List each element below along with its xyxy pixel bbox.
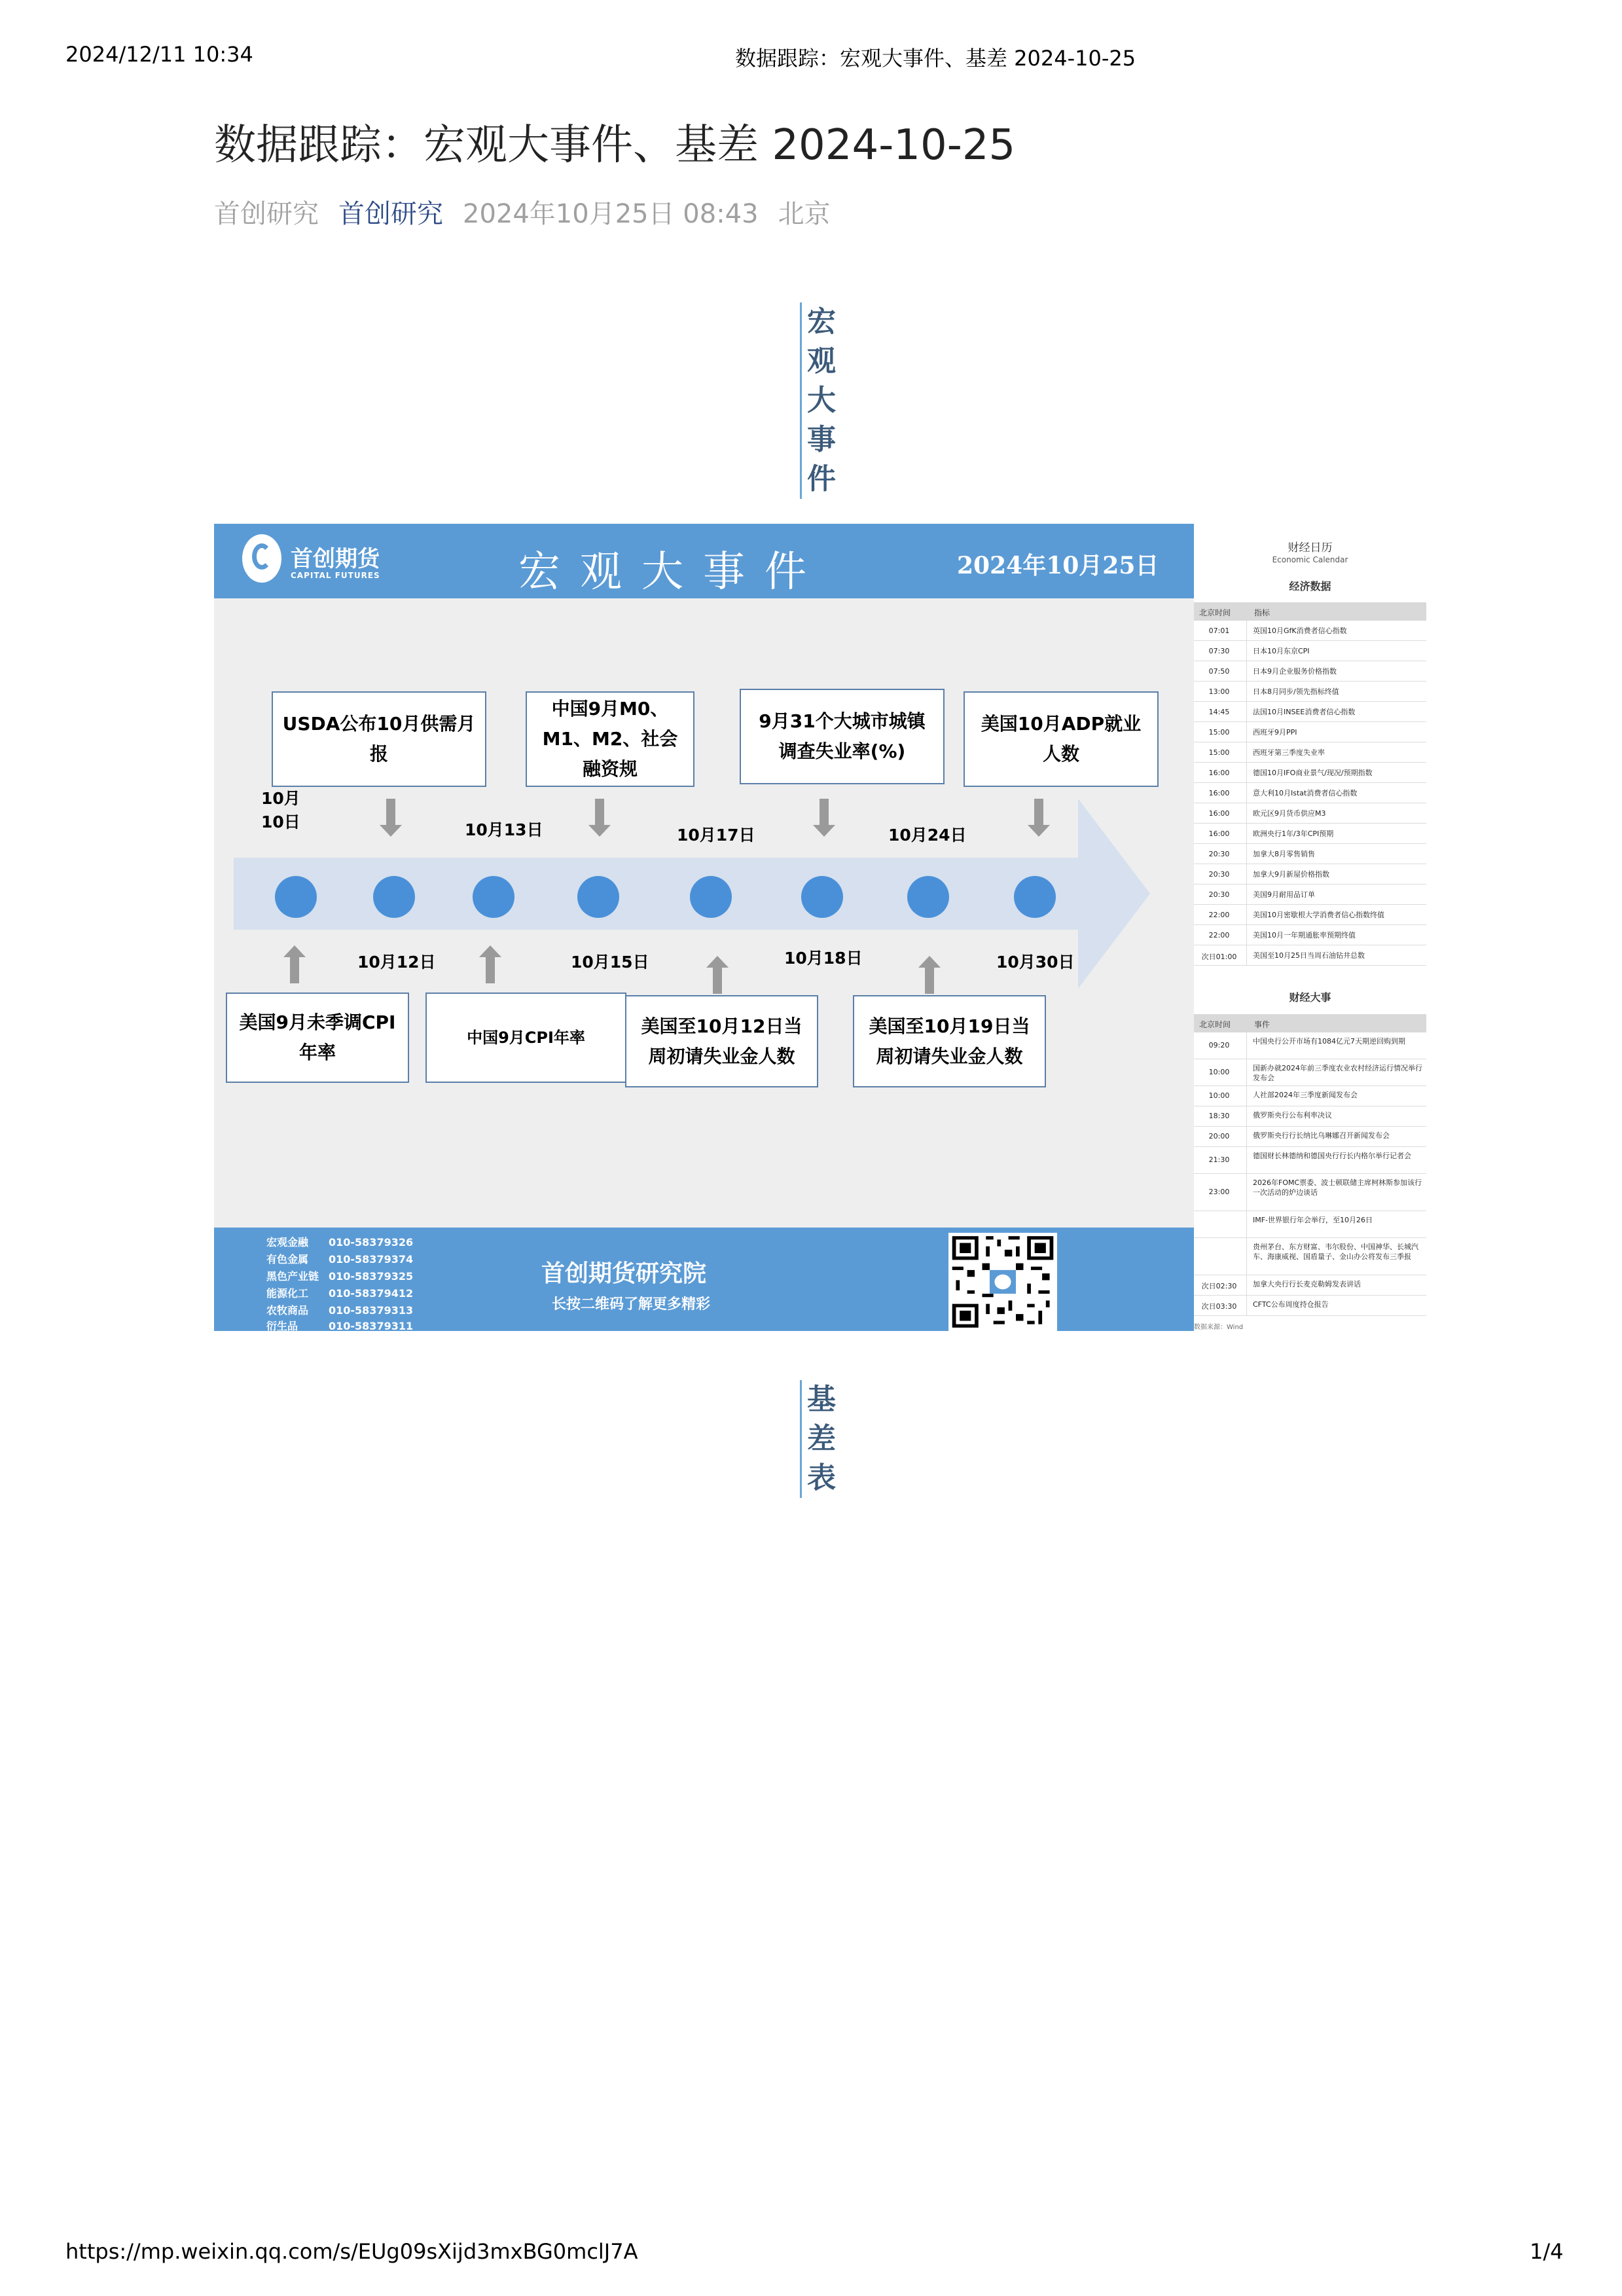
calendar-data-row [1194,661,1426,682]
contact-phone: 010-58379311 [329,1320,414,1331]
row-event: CFTC公布周度持仓报告 [1253,1300,1329,1309]
event-box-us-cpi [226,993,409,1083]
row-time: 16:00 [1208,809,1230,818]
row-indicator: 加拿大9月新屋价格指数 [1253,870,1329,879]
contact-label: 有色金属 [266,1253,309,1266]
row-indicator: 日本9月企业服务价格指数 [1253,667,1337,676]
up-arrow-icon [925,968,934,994]
row-time: 07:50 [1208,667,1230,676]
calendar-data-row [1194,864,1426,884]
calendar-data-row [1194,905,1426,925]
row-indicator: 英国10月GfK消费者信心指数 [1253,627,1347,635]
col-header-time: 北京时间 [1199,1020,1231,1029]
contact-line [266,1234,413,1249]
row-time: 20:30 [1208,850,1230,858]
account-name[interactable]: 首创研究 [214,199,319,229]
row-time: 16:00 [1208,789,1230,797]
timeline-date: 10月30日 [996,953,1075,972]
section-head-macro [800,302,841,499]
row-indicator: 法国10月INSEE消费者信心指数 [1253,708,1356,716]
institute-name: 首创期货研究院 [541,1260,707,1287]
event-label: 中国9月CPI年率 [467,1029,585,1047]
event-label: 9月31个大城市城镇调查失业率(%) [759,710,926,762]
qr-code-icon[interactable] [948,1233,1057,1331]
event-label: 美国至10月19日当周初请失业金人数 [869,1015,1030,1067]
row-event: 俄罗斯央行行长纳比乌琳娜召开新闻发布会 [1253,1131,1390,1140]
publish-location: 北京 [778,199,831,229]
banner-title: 宏观大事件 [518,548,826,596]
timeline-date: 10月17日 [677,826,755,845]
row-event: 德国财长林德纳和德国央行行长内格尔举行记者会 [1253,1152,1411,1160]
contact-label: 能源化工 [266,1287,309,1300]
contact-label: 衍生品 [266,1320,298,1331]
row-time: 07:01 [1208,627,1230,635]
event-box-adp [964,691,1159,787]
timeline-dot [690,876,732,918]
calendar-data-row [1194,641,1426,661]
row-event: 中国央行公开市场有1084亿元7天期逆回购到期 [1253,1037,1405,1046]
col-header-time: 北京时间 [1199,608,1231,617]
print-page-number: 1/4 [1530,2239,1564,2264]
timeline-dot [577,876,619,918]
calendar-event-row [1194,1032,1426,1059]
contact-label: 宏观金融 [266,1236,309,1248]
calendar-data-row [1194,884,1426,905]
row-time: 23:00 [1208,1188,1230,1196]
calendar-section-data: 经济数据 [1289,580,1331,592]
row-time: 次日03:30 [1201,1302,1237,1311]
event-box-unemployment [740,689,945,784]
calendar-event-row [1194,1106,1426,1127]
down-arrow-icon [386,799,395,825]
event-label: 美国至10月12日当周初请失业金人数 [641,1015,802,1067]
row-event: 贵州茅台、东方财富、韦尔股份、中国神华、长城汽车、海康威视、国盾量子、金山办公将发布三季报 [1253,1243,1418,1261]
timeline-dot [907,876,949,918]
row-event: 国新办就2024年前三季度农业农村经济运行情况举行发布会 [1253,1064,1422,1082]
row-time: 10:00 [1208,1068,1230,1076]
contact-line [266,1302,413,1317]
event-label: 美国10月ADP就业人数 [981,713,1142,765]
row-time: 15:00 [1208,748,1230,757]
calendar-event-row [1194,1296,1426,1316]
section-char: 表 [807,1461,836,1495]
finance-calendar [1194,524,1426,1331]
qr-slogan: 长按二维码了解更多精彩 [552,1296,711,1313]
banner-date: 2024年10月25日 [957,552,1159,579]
timeline-dot [373,876,415,918]
down-arrow-icon [595,799,604,825]
calendar-data-row [1194,702,1426,722]
section-char: 观 [807,344,836,378]
author-link[interactable]: 首创研究 [338,199,443,229]
timeline-dot [275,876,317,918]
calendar-data-row [1194,803,1426,824]
row-time: 09:20 [1208,1041,1230,1049]
row-event: 人社部2024年三季度新闻发布会 [1253,1091,1358,1099]
calendar-event-row [1194,1174,1426,1211]
row-time: 20:30 [1208,890,1230,899]
timeline-date: 10月12日 [357,953,436,972]
row-time: 16:00 [1208,769,1230,777]
capital-futures-logo-icon [242,534,281,583]
calendar-section-events: 财经大事 [1289,991,1331,1004]
row-indicator: 意大利10月Istat消费者信心指数 [1253,789,1358,797]
up-arrow-icon [713,968,722,994]
section-char: 基 [807,1383,836,1416]
contact-line [266,1268,413,1283]
calendar-event-row [1194,1086,1426,1106]
calendar-event-row [1194,1275,1426,1296]
calendar-data-row [1194,682,1426,702]
row-time: 14:45 [1208,708,1230,716]
event-box-jobless-claims-1019 [853,995,1046,1087]
row-time: 07:30 [1208,647,1230,655]
section-char: 事 [807,423,836,456]
contact-line [266,1318,413,1331]
contact-phone: 010-58379326 [329,1236,414,1248]
calendar-data-row [1194,824,1426,844]
article-title: 数据跟踪：宏观大事件、基差 2024-10-25 [214,121,1016,170]
down-arrow-icon [820,799,829,825]
row-time: 22:00 [1208,931,1230,939]
calendar-data-row [1194,844,1426,864]
row-indicator: 欧元区9月货币供应M3 [1253,809,1326,818]
calendar-events-header [1194,1014,1426,1032]
logo-name: 首创期货 [291,546,380,572]
row-time: 21:30 [1208,1156,1230,1164]
calendar-data-row [1194,925,1426,945]
contact-phone: 010-58379412 [329,1287,414,1300]
up-arrow-icon [486,957,495,983]
row-indicator: 美国至10月25日当周石油钻井总数 [1253,951,1365,960]
calendar-event-row [1194,1127,1426,1147]
timeline-date: 10月18日 [784,949,863,968]
print-title: 数据跟踪：宏观大事件、基差 2024-10-25 [735,46,1136,71]
row-time: 15:00 [1208,728,1230,737]
contact-label: 农牧商品 [266,1304,309,1317]
timeline-date: 10月15日 [571,953,649,972]
print-url[interactable]: https://mp.weixin.qq.com/s/EUg09sXijd3mxBG0mclJ7A [65,2239,638,2264]
contact-label: 黑色产业链 [266,1270,319,1283]
calendar-event-row [1194,1147,1426,1174]
contact-line [266,1251,413,1266]
col-header-item: 事件 [1254,1020,1271,1029]
row-time: 10:00 [1208,1091,1230,1100]
section-head-basis [800,1380,841,1498]
calendar-event-row [1194,1059,1426,1086]
contact-phone: 010-58379313 [329,1304,414,1317]
calendar-data-row [1194,621,1426,641]
event-label: USDA公布10月供需月报 [282,713,476,765]
row-time: 18:30 [1208,1112,1230,1120]
calendar-title: 财经日历 [1288,541,1333,555]
print-datetime: 2024/12/11 10:34 [65,42,253,67]
contact-phone: 010-58379374 [329,1253,414,1266]
calendar-data-row [1194,722,1426,742]
calendar-data-row [1194,945,1426,966]
timeline-dot [1014,876,1056,918]
contact-line [266,1285,413,1300]
row-time: 20:30 [1208,870,1230,879]
infographic-header [214,524,1194,598]
row-indicator: 加拿大8月零售销售 [1253,850,1315,858]
row-time: 次日01:00 [1201,953,1237,961]
event-box-jobless-claims-1012 [625,995,818,1087]
row-indicator: 日本10月东京CPI [1253,647,1310,655]
timeline-date: 10月24日 [888,826,967,845]
section-char: 大 [807,384,836,417]
row-indicator: 欧洲央行1年/3年CPI预期 [1253,829,1334,838]
row-event: 2026年FOMC票委、波士顿联储主席柯林斯参加该行一次活动的炉边谈话 [1253,1178,1422,1197]
row-indicator: 西班牙第三季度失业率 [1253,748,1325,757]
calendar-event-row [1194,1238,1426,1275]
row-time: 20:00 [1208,1132,1230,1140]
col-header-item: 指标 [1254,608,1271,617]
row-event: 加拿大央行行长麦克勒姆发表讲话 [1253,1280,1361,1288]
event-label: 美国9月未季调CPI年率 [239,1011,396,1063]
row-time: 22:00 [1208,911,1230,919]
timeline-dot [801,876,843,918]
row-indicator: 日本8月同步/领先指标终值 [1253,687,1339,696]
event-box-money-supply [526,691,694,787]
event-label: 中国9月M0、M1、M2、社会融资规 [542,698,678,780]
calendar-subtitle: Economic Calendar [1272,555,1348,564]
event-box-china-cpi [425,993,626,1083]
section-char: 件 [807,462,836,496]
timeline-date: 10月10日 [261,789,300,831]
macro-events-infographic [214,524,1194,1331]
row-time: 13:00 [1208,687,1230,696]
timeline-dot [473,876,514,918]
row-indicator: 德国10月IFO商业景气/现况/预期指数 [1253,769,1373,777]
row-indicator: 西班牙9月PPI [1253,728,1297,737]
publish-date: 2024年10月25日 08:43 [463,199,759,229]
section-char: 差 [807,1422,836,1455]
contact-phone: 010-58379325 [329,1270,414,1283]
calendar-data-row [1194,742,1426,763]
row-indicator: 美国9月耐用品订单 [1253,890,1315,899]
logo-english: CAPITAL FUTURES [291,571,380,580]
up-arrow-icon [290,957,299,983]
event-box-usda [272,691,486,787]
calendar-data-header [1194,602,1426,621]
timeline-date: 10月13日 [465,820,543,839]
row-event: IMF-世界银行年会举行，至10月26日 [1253,1216,1373,1224]
calendar-source: 数据来源：Wind [1194,1324,1244,1331]
calendar-data-row [1194,763,1426,783]
article-meta [214,193,831,230]
row-indicator: 美国10月密歇根大学消费者信心指数终值 [1253,911,1384,919]
section-char: 宏 [807,305,836,338]
row-time: 次日02:30 [1201,1282,1237,1290]
down-arrow-icon [1034,799,1043,825]
row-indicator: 美国10月一年期通胀率预期终值 [1253,931,1356,939]
calendar-data-row [1194,783,1426,803]
calendar-event-row [1194,1211,1426,1238]
row-event: 俄罗斯央行公布利率决议 [1253,1111,1332,1120]
infographic-footer [214,1228,1194,1331]
row-time: 16:00 [1208,829,1230,838]
